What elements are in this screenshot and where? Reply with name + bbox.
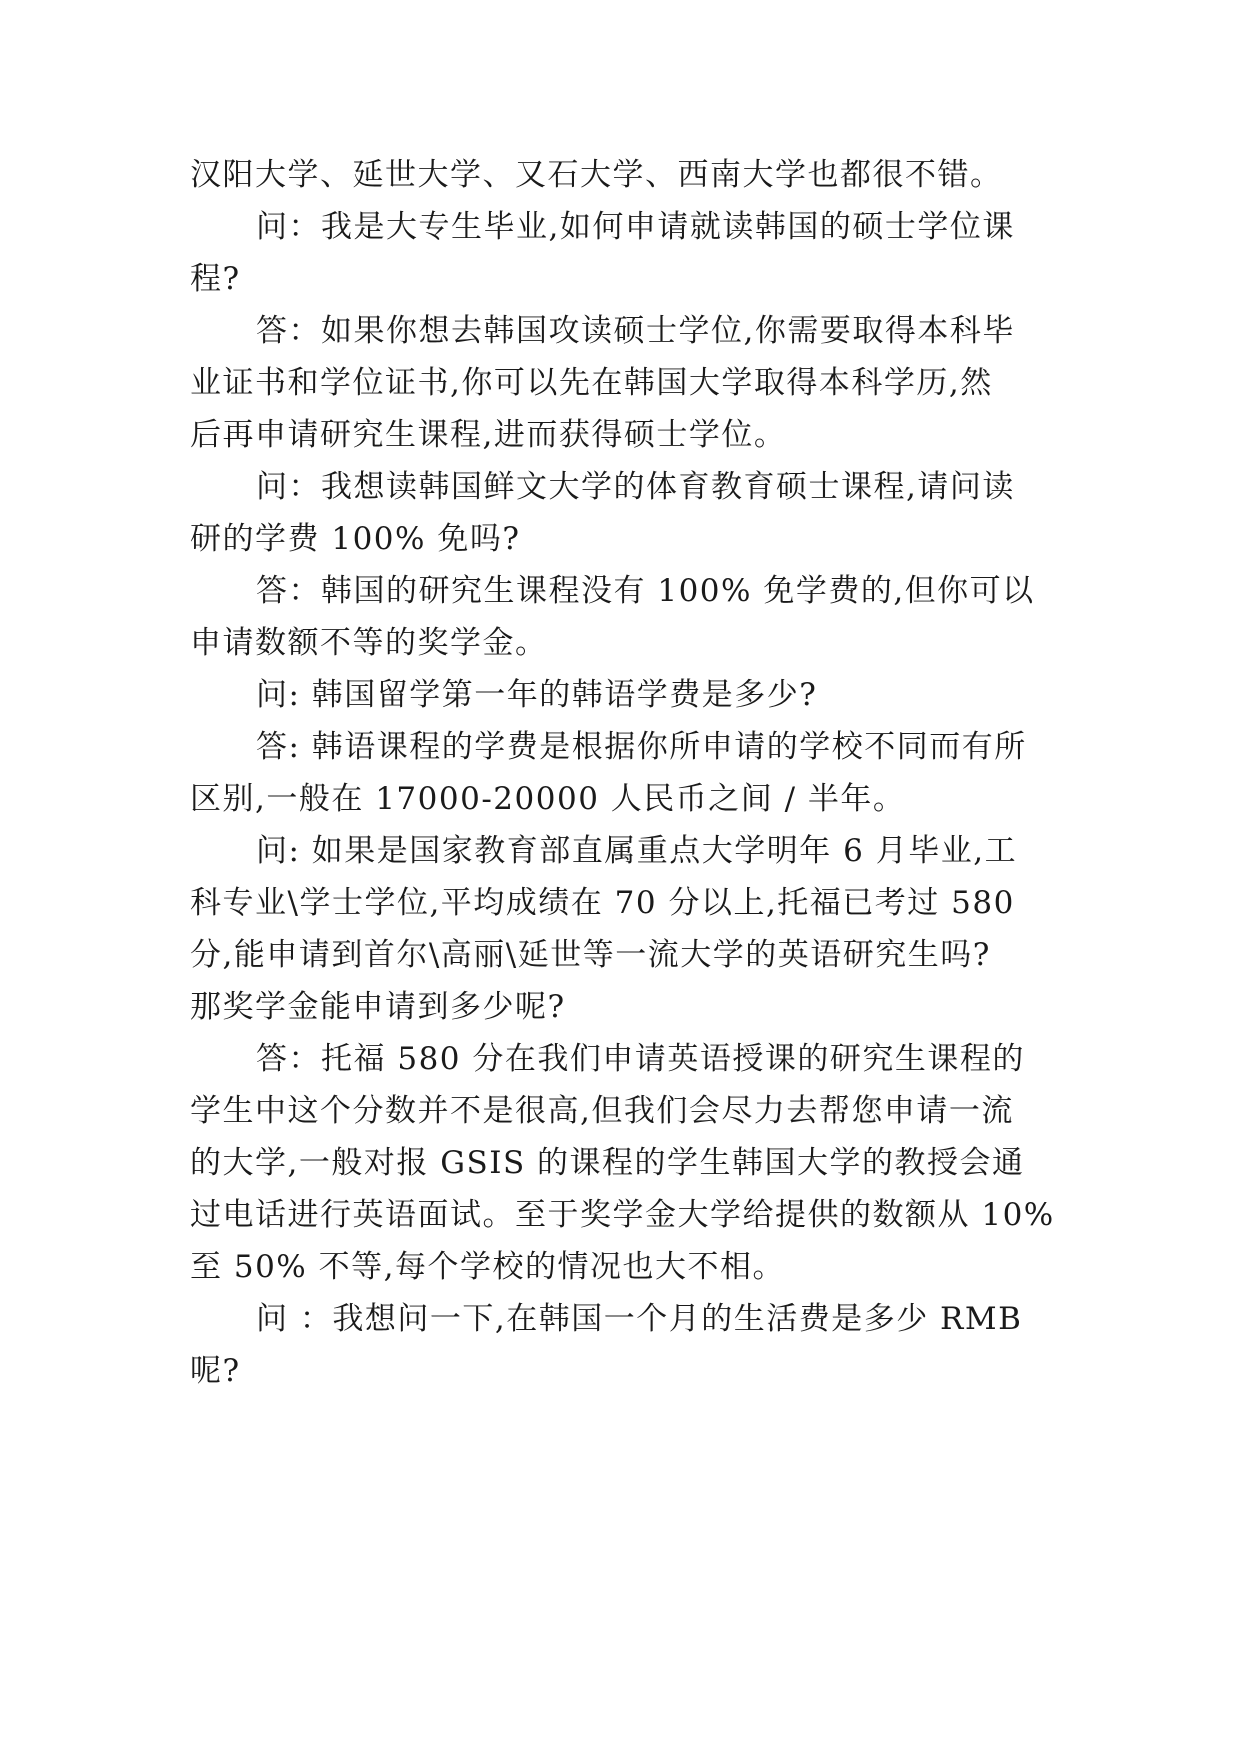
- text-line: 后再申请研究生课程,进而获得硕士学位。: [190, 417, 787, 453]
- text-line: 至 50% 不等,每个学校的情况也大不相。: [190, 1249, 785, 1285]
- text-line: 汉阳大学、延世大学、又石大学、西南大学也都很不错。: [190, 157, 1003, 193]
- text-line: 业证书和学位证书,你可以先在韩国大学取得本科学历,然: [190, 365, 993, 401]
- text-line: 区别,一般在 17000-20000 人民币之间 / 半年。: [190, 781, 906, 817]
- text-line: 过电话进行英语面试。至于奖学金大学给提供的数额从 10%: [190, 1197, 1055, 1233]
- text-line: 申请数额不等的奖学金。: [190, 625, 548, 661]
- text-line: 分,能申请到首尔\高丽\延世等一流大学的英语研究生吗?: [190, 937, 991, 973]
- question-line: 问：我想读韩国鲜文大学的体育教育硕士课程,请问读: [256, 469, 1015, 505]
- answer-line: 答：如果你想去韩国攻读硕士学位,你需要取得本科毕: [256, 313, 1015, 349]
- text-line: 科专业\学士学位,平均成绩在 70 分以上,托福已考过 580: [190, 885, 1015, 921]
- text-line: 研的学费 100% 免吗?: [190, 521, 521, 557]
- answer-line: 答: 韩语课程的学费是根据你所申请的学校不同而有所: [256, 729, 1027, 765]
- question-line: 问：我是大专生毕业,如何申请就读韩国的硕士学位课: [256, 209, 1015, 245]
- answer-line: 答：托福 580 分在我们申请英语授课的研究生课程的: [256, 1041, 1025, 1077]
- text-line: 那奖学金能申请到多少呢?: [190, 989, 566, 1025]
- question-line: 问 ：我想问一下,在韩国一个月的生活费是多少 RMB: [256, 1301, 1023, 1337]
- text-line: 程?: [190, 261, 241, 297]
- text-line: 呢?: [190, 1353, 241, 1389]
- answer-line: 答：韩国的研究生课程没有 100% 免学费的,但你可以: [256, 573, 1035, 609]
- text-line: 的大学,一般对报 GSIS 的课程的学生韩国大学的教授会通: [190, 1145, 1025, 1181]
- question-line: 问: 如果是国家教育部直属重点大学明年 6 月毕业,工: [256, 833, 1018, 869]
- text-line: 学生中这个分数并不是很高,但我们会尽力去帮您申请一流: [190, 1093, 1014, 1129]
- question-line: 问: 韩国留学第一年的韩语学费是多少?: [256, 677, 818, 713]
